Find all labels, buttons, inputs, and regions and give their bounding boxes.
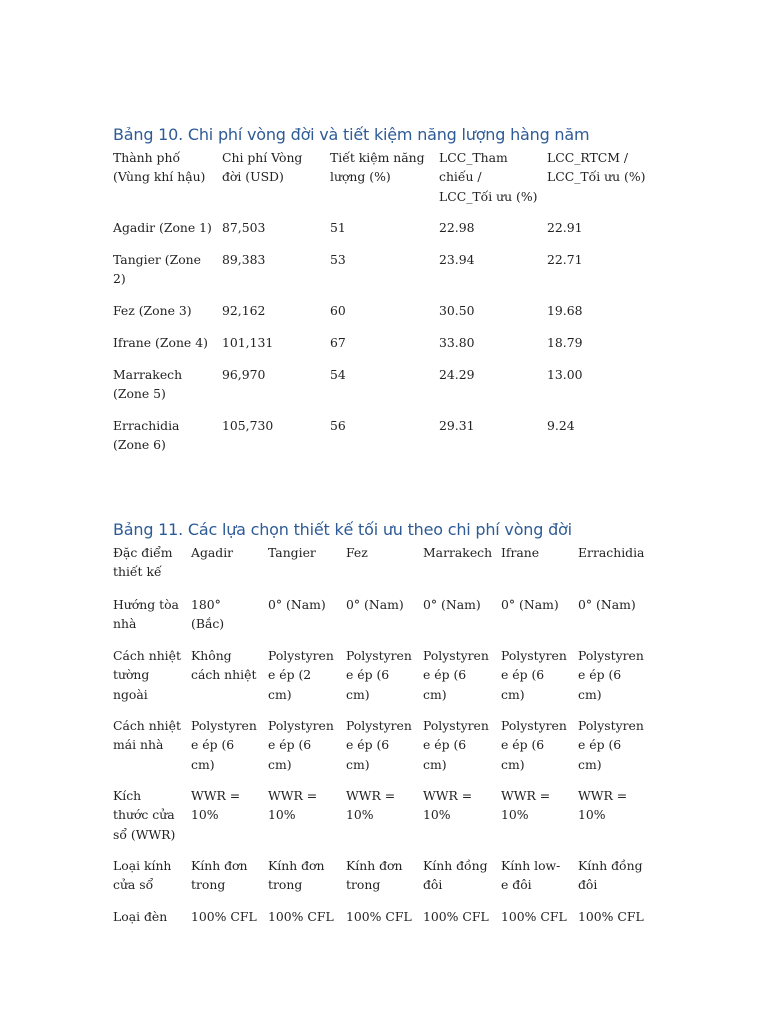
table-cell: Kích thước cửa sổ (WWR) xyxy=(113,788,176,842)
table-cell: 22.91 xyxy=(547,220,583,235)
table-cell: 0° (Nam) xyxy=(578,597,636,612)
table-cell: 100% CFL xyxy=(578,909,644,924)
table-cell: 100% CFL xyxy=(346,909,412,924)
header-cell: Chi phí Vòng đời (USD) xyxy=(222,150,303,185)
table-cell: 105,730 xyxy=(222,418,274,433)
table-cell: Kính low- e đôi xyxy=(501,858,561,893)
table-cell: WWR = 10% xyxy=(423,788,473,823)
table-cell: 60 xyxy=(330,303,346,318)
table-cell: 53 xyxy=(330,252,346,267)
table-cell: WWR = 10% xyxy=(501,788,551,823)
table-cell: Loại kính cửa sổ xyxy=(113,858,172,893)
table-cell: 13.00 xyxy=(547,367,583,382)
table-cell: Polystyren e ép (6 cm) xyxy=(501,718,567,772)
header-cell: Tiết kiệm năng lượng (%) xyxy=(330,150,425,185)
table-cell: Polystyren e ép (6 cm) xyxy=(501,648,567,702)
table-cell: Polystyren e ép (6 cm) xyxy=(191,718,257,772)
table-cell: Errachidia (Zone 6) xyxy=(113,418,180,453)
table-cell: 54 xyxy=(330,367,346,382)
table-cell: Loại đèn xyxy=(113,909,168,924)
table-cell: WWR = 10% xyxy=(268,788,318,823)
header-cell: LCC_Tham chiếu / LCC_Tối ưu (%) xyxy=(439,150,538,204)
header-cell: Agadir xyxy=(191,545,234,560)
table-cell: 29.31 xyxy=(439,418,475,433)
table-cell: 9.24 xyxy=(547,418,575,433)
table-cell: 96,970 xyxy=(222,367,266,382)
table-cell: 0° (Nam) xyxy=(501,597,559,612)
table-cell: WWR = 10% xyxy=(191,788,241,823)
table-cell: Polystyren e ép (6 cm) xyxy=(423,718,489,772)
header-cell: LCC_RTCM / LCC_Tối ưu (%) xyxy=(547,150,646,185)
table-cell: Cách nhiệt tường ngoài xyxy=(113,648,181,702)
table-cell: 23.94 xyxy=(439,252,475,267)
table-cell: 0° (Nam) xyxy=(268,597,326,612)
header-cell: Đặc điểm thiết kế xyxy=(113,545,173,580)
header-cell: Errachidia xyxy=(578,545,645,560)
table-cell: WWR = 10% xyxy=(346,788,396,823)
table-cell: 101,131 xyxy=(222,335,274,350)
header-cell: Marrakech xyxy=(423,545,493,560)
table-cell: Tangier (Zone 2) xyxy=(113,252,201,287)
table-cell: 33.80 xyxy=(439,335,475,350)
table-cell: Fez (Zone 3) xyxy=(113,303,192,318)
header-cell: Thành phố (Vùng khí hậu) xyxy=(113,150,206,185)
table-cell: 30.50 xyxy=(439,303,475,318)
table-cell: 100% CFL xyxy=(268,909,334,924)
table-10-title: Bảng 10. Chi phí vòng đời và tiết kiệm năng lượng hàng năm xyxy=(113,125,590,144)
table-cell: 100% CFL xyxy=(423,909,489,924)
table-cell: 24.29 xyxy=(439,367,475,382)
table-cell: Polystyren e ép (6 cm) xyxy=(578,718,644,772)
table-cell: Kính đồng đôi xyxy=(578,858,643,893)
table-cell: Agadir (Zone 1) xyxy=(113,220,212,235)
table-cell: 0° (Nam) xyxy=(346,597,404,612)
table-cell: Marrakech (Zone 5) xyxy=(113,367,183,402)
table-cell: 67 xyxy=(330,335,346,350)
table-cell: 22.98 xyxy=(439,220,475,235)
table-cell: Hướng tòa nhà xyxy=(113,597,179,632)
table-cell: Ifrane (Zone 4) xyxy=(113,335,208,350)
table-cell: 180° (Bắc) xyxy=(191,597,225,632)
table-cell: Polystyren e ép (2 cm) xyxy=(268,648,334,702)
table-cell: Kính đơn trong xyxy=(268,858,325,893)
header-cell: Tangier xyxy=(268,545,316,560)
table-cell: Kính đơn trong xyxy=(346,858,403,893)
table-cell: 100% CFL xyxy=(191,909,257,924)
table-cell: 92,162 xyxy=(222,303,266,318)
header-cell: Ifrane xyxy=(501,545,540,560)
table-cell: Polystyren e ép (6 cm) xyxy=(423,648,489,702)
table-cell: 0° (Nam) xyxy=(423,597,481,612)
table-cell: Kính đơn trong xyxy=(191,858,248,893)
header-cell: Fez xyxy=(346,545,368,560)
table-cell: WWR = 10% xyxy=(578,788,628,823)
table-cell: 22.71 xyxy=(547,252,583,267)
table-cell: Polystyren e ép (6 cm) xyxy=(346,648,412,702)
table-cell: 51 xyxy=(330,220,346,235)
table-cell: 89,383 xyxy=(222,252,266,267)
table-cell: 56 xyxy=(330,418,346,433)
table-cell: 87,503 xyxy=(222,220,266,235)
table-cell: Không cách nhiệt xyxy=(191,648,257,683)
table-cell: 18.79 xyxy=(547,335,583,350)
table-cell: Polystyren e ép (6 cm) xyxy=(268,718,334,772)
table-cell: Cách nhiệt mái nhà xyxy=(113,718,181,753)
table-cell: 100% CFL xyxy=(501,909,567,924)
table-cell: Kính đồng đôi xyxy=(423,858,488,893)
table-cell: Polystyren e ép (6 cm) xyxy=(578,648,644,702)
table-cell: 19.68 xyxy=(547,303,583,318)
table-11-title: Bảng 11. Các lựa chọn thiết kế tối ưu theo chi phí vòng đời xyxy=(113,520,572,539)
table-cell: Polystyren e ép (6 cm) xyxy=(346,718,412,772)
